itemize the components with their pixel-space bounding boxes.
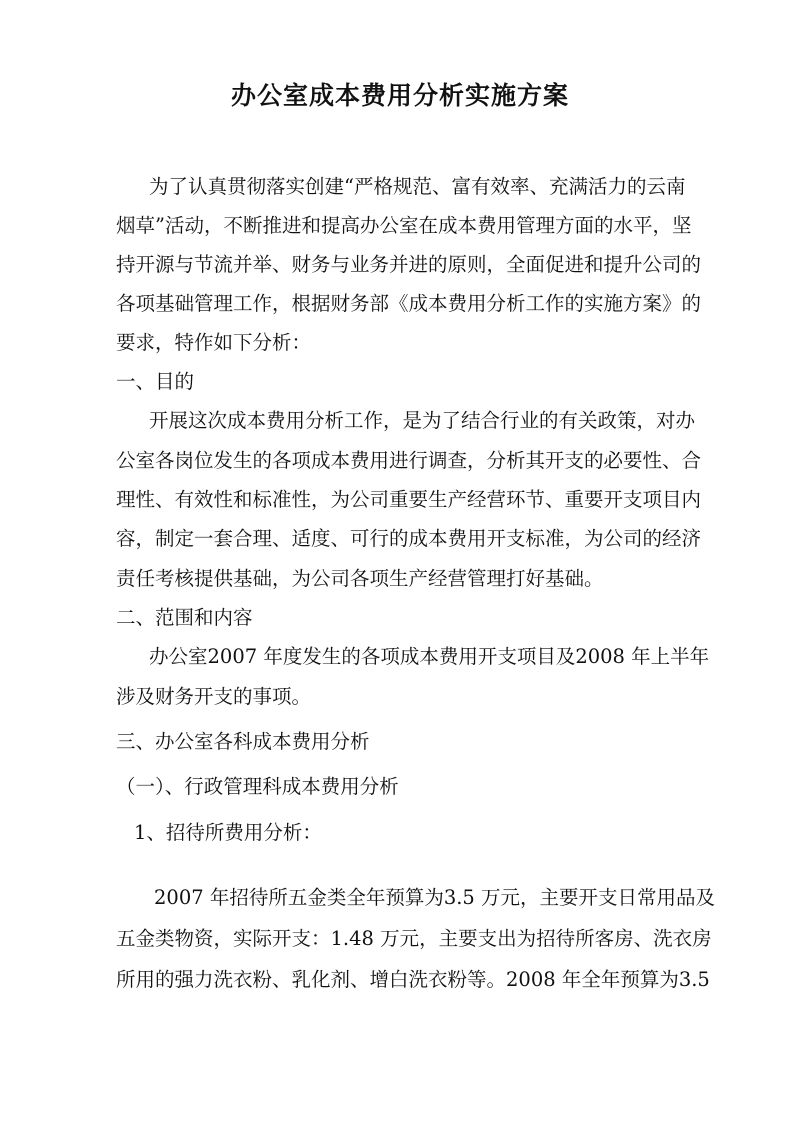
section-heading-scope: 二、范围和内容 [116, 606, 253, 629]
paragraph-purpose-line-2: 公室各岗位发生的各项成本费用进行调查，分析其开支的必要性、合 [116, 449, 702, 472]
paragraph-intro-line-2: 烟草”活动，不断推进和提高办公室在成本费用管理方面的水平，坚 [116, 214, 692, 237]
item-heading-guesthouse: 1、招待所费用分析： [134, 821, 322, 844]
section-heading-analysis: 三、办公室各科成本费用分析 [116, 730, 370, 753]
paragraph-guesthouse-line-1: 2007 年招待所五金类全年预算为3.5 万元，主要开支日常用品及 [154, 886, 716, 909]
paragraph-purpose-line-1: 开展这次成本费用分析工作，是为了结合行业的有关政策，对办 [149, 409, 696, 432]
paragraph-purpose-line-5: 责任考核提供基础，为公司各项生产经营管理打好基础。 [116, 567, 604, 590]
paragraph-intro-line-5: 要求，特作如下分析： [116, 331, 312, 354]
paragraph-intro-line-3: 持开源与节流并举、财务与业务并进的原则，全面促进和提升公司的 [116, 253, 702, 276]
paragraph-purpose-line-3: 理性、有效性和标准性，为公司重要生产经营环节、重要开支项目内 [116, 488, 702, 511]
document-title: 办公室成本费用分析实施方案 [230, 81, 569, 110]
subsection-heading-admin: （一）、行政管理科成本费用分析 [116, 775, 399, 798]
paragraph-intro-line-1: 为了认真贯彻落实创建“严格规范、富有效率、充满活力的云南 [149, 175, 686, 198]
paragraph-intro-line-4: 各项基础管理工作，根据财务部《成本费用分析工作的实施方案》的 [116, 292, 702, 315]
section-heading-purpose: 一、目的 [116, 370, 195, 393]
paragraph-guesthouse-line-2: 五金类物资，实际开支：1.48 万元，主要支出为招待所客房、洗衣房 [116, 927, 712, 950]
paragraph-purpose-line-4: 容，制定一套合理、适度、可行的成本费用开支标准，为公司的经济 [116, 527, 702, 550]
paragraph-scope-line-2: 涉及财务开支的事项。 [116, 685, 312, 708]
paragraph-guesthouse-line-3: 所用的强力洗衣粉、乳化剂、增白洗衣粉等。2008 年全年预算为3.5 [116, 968, 710, 991]
paragraph-scope-line-1: 办公室2007 年度发生的各项成本费用开支项目及2008 年上半年 [149, 645, 710, 668]
